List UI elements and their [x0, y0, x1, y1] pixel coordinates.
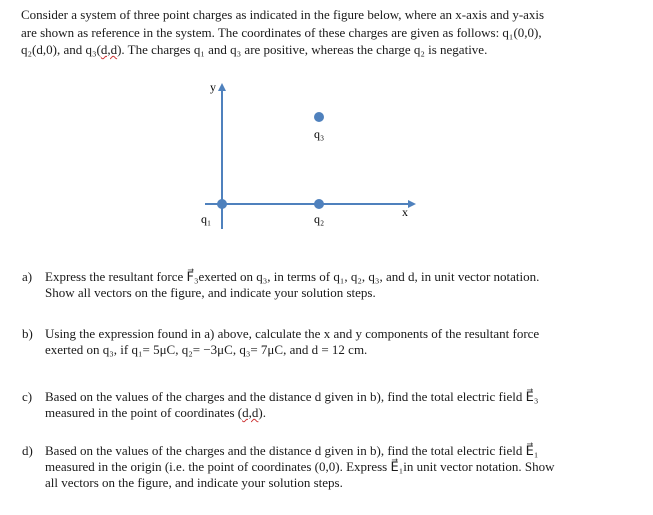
charge-q2-label: q₂ — [314, 212, 325, 226]
y-axis-label: y — [210, 80, 216, 94]
question-c-line-2c: ). — [258, 405, 266, 420]
question-c-line-1: Based on the values of the charges and the distance d given in b), find the total electric field E⃗₃ — [45, 389, 539, 404]
charge-q3-label: q₃ — [314, 127, 325, 141]
intro-line-2: are shown as reference in the system. The coordinates of these charges are given as follows: q₁(0,0), — [21, 24, 542, 40]
question-d-line-1: Based on the values of the charges and the distance d given in b), find the total electric field E⃗₁ — [45, 443, 539, 458]
question-b-label: b) — [22, 326, 33, 341]
question-c-coords: d,d — [242, 405, 259, 420]
intro-line-3a: q₂(d,0), and q₃( — [21, 42, 101, 57]
question-b-line-1: Using the expression found in a) above, calculate the x and y components of the resultant force — [45, 326, 540, 341]
question-c-label: c) — [22, 389, 33, 404]
question-d-label: d) — [22, 443, 33, 458]
question-d-line-3: all vectors on the figure, and indicate your solution steps. — [45, 475, 343, 490]
charge-q1-dot — [217, 199, 227, 209]
question-a-line-2: Show all vectors on the figure, and indicate your solution steps. — [45, 285, 376, 300]
question-c-line-2a: measured in the point of coordinates ( — [45, 405, 243, 420]
intro-line-3c: ). The charges q₁ and q₃ are positive, whereas the charge q₂ is negative. — [117, 42, 488, 57]
charge-q1-label: q₁ — [201, 212, 212, 226]
question-a-label: a) — [22, 269, 33, 284]
charge-q2-dot — [314, 199, 324, 209]
x-axis-label: x — [402, 205, 408, 219]
question-d-line-2: measured in the origin (i.e. the point of coordinates (0,0). Express E⃗₁in unit vector notation. Show — [45, 459, 555, 474]
charge-q3-dot — [314, 112, 324, 122]
question-b-line-2: exerted on q₃, if q₁= 5μC, q₂= −3μC, q₃= 7μC, and d = 12 cm. — [45, 342, 368, 357]
question-c-line-2 — [45, 405, 625, 421]
intro-q3-coords: d,d — [100, 42, 118, 57]
question-a-line-1: Express the resultant force F⃗₃exerted on q₃, in terms of q₁, q₂, q₃, and d, in unit vector notation. — [45, 269, 540, 284]
intro-line-1: Consider a system of three point charges as indicated in the figure below, where an x-axis and y-axis — [21, 7, 545, 22]
